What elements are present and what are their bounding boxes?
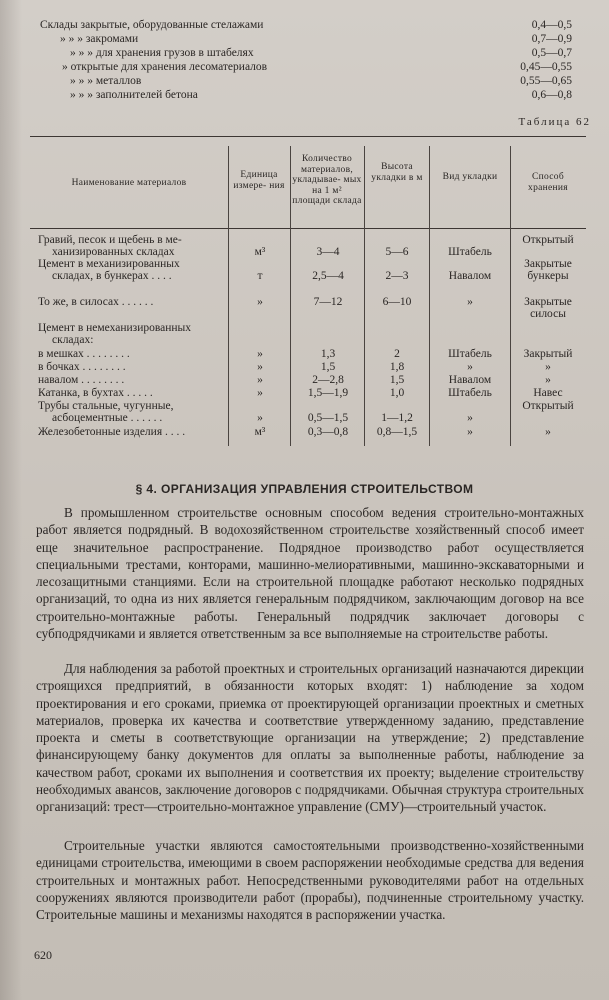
section-heading: § 4. ОРГАНИЗАЦИЯ УПРАВЛЕНИЯ СТРОИТЕЛЬСТВОМ — [135, 482, 474, 496]
table-cell-name: Цемент в механизированных — [38, 258, 180, 270]
table-cell-storage: силосы — [530, 308, 566, 320]
table-cell-name: складах, в бункерах . . . . — [52, 270, 172, 282]
table-cell-type: » — [467, 412, 473, 424]
table-top-rule — [30, 136, 586, 137]
table-cell-name: Цемент в немеханизированных — [38, 322, 192, 334]
table-cell-unit: » — [257, 412, 263, 424]
header-height: Высота укладки в м — [371, 162, 423, 183]
page-number: 620 — [34, 948, 52, 962]
table-cell-storage: бункеры — [527, 270, 569, 282]
table-cell-name: Железобетонные изделия . . . . — [38, 426, 186, 438]
header-storage-method: Способ хранения — [528, 172, 568, 193]
table-cell-qty: 0,3—0,8 — [307, 426, 349, 438]
table-cell-storage: Закрытые — [524, 296, 572, 308]
coefficient-value: 0,6—0,8 — [531, 89, 572, 101]
table-cell-storage: » — [545, 361, 551, 373]
header-unit: Единица измере- ния — [233, 170, 285, 191]
coefficient-row — [40, 88, 580, 102]
materials-table — [30, 136, 586, 448]
table-cell-name: навалом . . . . . . . . — [38, 374, 125, 386]
table-caption: Таблица 62 — [518, 116, 591, 128]
table-cell-type: Навалом — [448, 270, 492, 282]
coefficient-row — [40, 46, 580, 60]
table-cell-name: Трубы стальные, чугунные, — [38, 400, 174, 412]
table-cell-name: ханизированных складах — [52, 246, 175, 258]
paragraph — [36, 837, 584, 923]
table-cell-height: 1,5 — [389, 374, 405, 386]
table-cell-name: Катанка, в бухтах . . . . . — [38, 387, 153, 399]
coefficient-label: » » » закромами — [60, 33, 139, 45]
column-divider — [290, 146, 291, 446]
table-cell-storage: Открытый — [522, 234, 574, 246]
paragraph — [36, 504, 584, 642]
table-cell-qty: 7—12 — [313, 296, 343, 308]
table-cell-unit: м³ — [254, 426, 266, 438]
table-cell-name: в мешках . . . . . . . . — [38, 348, 130, 360]
table-cell-name: Гравий, песок и щебень в ме- — [38, 234, 182, 246]
coefficient-row — [40, 74, 580, 88]
table-cell-unit: » — [257, 387, 263, 399]
coefficient-label: » открытые для хранения лесоматериалов — [62, 61, 268, 73]
table-cell-height: 6—10 — [382, 296, 412, 308]
table-cell-height: 2 — [394, 348, 400, 360]
header-quantity: Количество материалов, укладывае- мых на 1 м² площади склада — [292, 154, 362, 206]
table-cell-type: » — [467, 426, 473, 438]
table-cell-unit: т — [257, 270, 263, 282]
coefficient-row — [40, 32, 580, 46]
table-cell-height: 1—1,2 — [381, 412, 413, 424]
coefficient-value: 0,45—0,55 — [520, 61, 572, 73]
table-cell-storage: Закрытые — [524, 258, 572, 270]
column-divider — [429, 146, 430, 446]
table-cell-unit: » — [257, 361, 263, 373]
header-name: Наименование материалов — [71, 178, 187, 188]
table-cell-type: Штабель — [448, 246, 492, 258]
paragraph-text: В промышленном строительстве основным способом ведения строительно-монтажных работ является подрядный. В водохозяйственном строительстве хозяйственный способ имеет еще значительное распространение. Подрядное производство работ осуществляется специальными трестами, конторами, машинно-мелиоративными, машинно-экскаваторными и лесозащитными станциями. Если на строительной площадке работают несколько подрядных организаций, то одна из них является генеральным подрядчиком, заключающим договор на все строительно-монтажные работы. Генеральный подрядчик заключает договоры с субподрядчиками и является ответственным за все выполняемые на строительстве работы. — [36, 505, 584, 642]
table-cell-unit: » — [257, 296, 263, 308]
coefficient-label: » » » заполнителей бетона — [70, 89, 198, 101]
table-cell-qty: 1,5 — [320, 361, 336, 373]
coefficient-row — [40, 60, 580, 74]
coefficient-value: 0,7—0,9 — [531, 33, 572, 45]
table-cell-name: асбоцементные . . . . . . — [52, 412, 163, 424]
coefficient-label: » » » металлов — [70, 75, 142, 87]
table-cell-storage: Навес — [533, 387, 563, 399]
table-cell-type: Навалом — [448, 374, 492, 386]
table-cell-height: 2—3 — [385, 270, 409, 282]
header-stacking-type: Вид укладки — [442, 172, 498, 182]
coefficient-label: Склады закрытые, оборудованные стелажами — [40, 19, 264, 31]
coefficient-value: 0,55—0,65 — [520, 75, 572, 87]
table-cell-storage: » — [545, 426, 551, 438]
paragraph — [36, 660, 584, 816]
column-divider — [510, 146, 511, 446]
coefficient-label: » » » для хранения грузов в штабелях — [70, 47, 254, 59]
table-cell-unit: » — [257, 348, 263, 360]
coefficient-row — [40, 18, 580, 32]
table-cell-storage: » — [545, 374, 551, 386]
table-cell-height: 1,8 — [389, 361, 405, 373]
table-cell-unit: м³ — [254, 246, 266, 258]
table-cell-type: » — [467, 361, 473, 373]
paragraph-text: Для наблюдения за работой проектных и строительных организаций назначаются дирекции строящихся предприятий, в обязанности которых входят: 1) наблюдение за ходом проектирования и его сроками, приемка от проектирующей организации проектных и сметных материалов, проверка их качества и соответствие утвержденному заданию, представление проекта и сметы в соответствующие организации на утверждение; 2) представление финансирующему банку документов для оплаты за выполненные работы, наблюдение за качеством работ, сроками их выполнения и соответствия их проекту; выделение строительству необходимых авансов, заключение договоров с подрядчиками. Обычная структура строительных организаций: трест—строительно-монтажное управление (СМУ)—строительный участок. — [36, 661, 584, 815]
table-cell-name: То же, в силосах . . . . . . — [38, 296, 154, 308]
table-cell-height: 1,0 — [389, 387, 405, 399]
table-cell-type: Штабель — [448, 348, 492, 360]
coefficient-list — [40, 18, 580, 102]
table-cell-qty: 2,5—4 — [312, 270, 344, 282]
table-cell-type: » — [467, 296, 473, 308]
table-cell-height: 0,8—1,5 — [376, 426, 418, 438]
table-cell-qty: 3—4 — [316, 246, 340, 258]
table-cell-qty: 2—2,8 — [312, 374, 344, 386]
table-cell-type: Штабель — [448, 387, 492, 399]
table-header-rule — [30, 228, 586, 229]
page-gutter-shadow — [0, 0, 22, 1000]
table-cell-qty: 1,5—1,9 — [307, 387, 349, 399]
table-cell-qty: 1,3 — [320, 348, 336, 360]
table-cell-storage: Открытый — [522, 400, 574, 412]
table-cell-storage: Закрытый — [523, 348, 573, 360]
coefficient-value: 0,5—0,7 — [531, 47, 572, 59]
paragraph-text: Строительные участки являются самостоятельными производственно-хозяйственными единицами строительства, имеющими в своем распоряжении необходимые средства для ведения строительных и монтажных работ. Непосредственными руководителями работ на отдельных сооружениях являются производители работ (прорабы), подчиненные строительному участку. Строительные машины и механизмы находятся в распоряжении участка. — [36, 838, 584, 923]
table-cell-name: в бочках . . . . . . . . — [38, 361, 126, 373]
coefficient-value: 0,4—0,5 — [531, 19, 572, 31]
table-cell-name: складах: — [52, 334, 94, 346]
table-cell-qty: 0,5—1,5 — [307, 412, 349, 424]
table-cell-height: 5—6 — [385, 246, 409, 258]
table-cell-unit: » — [257, 374, 263, 386]
column-divider — [364, 146, 365, 446]
